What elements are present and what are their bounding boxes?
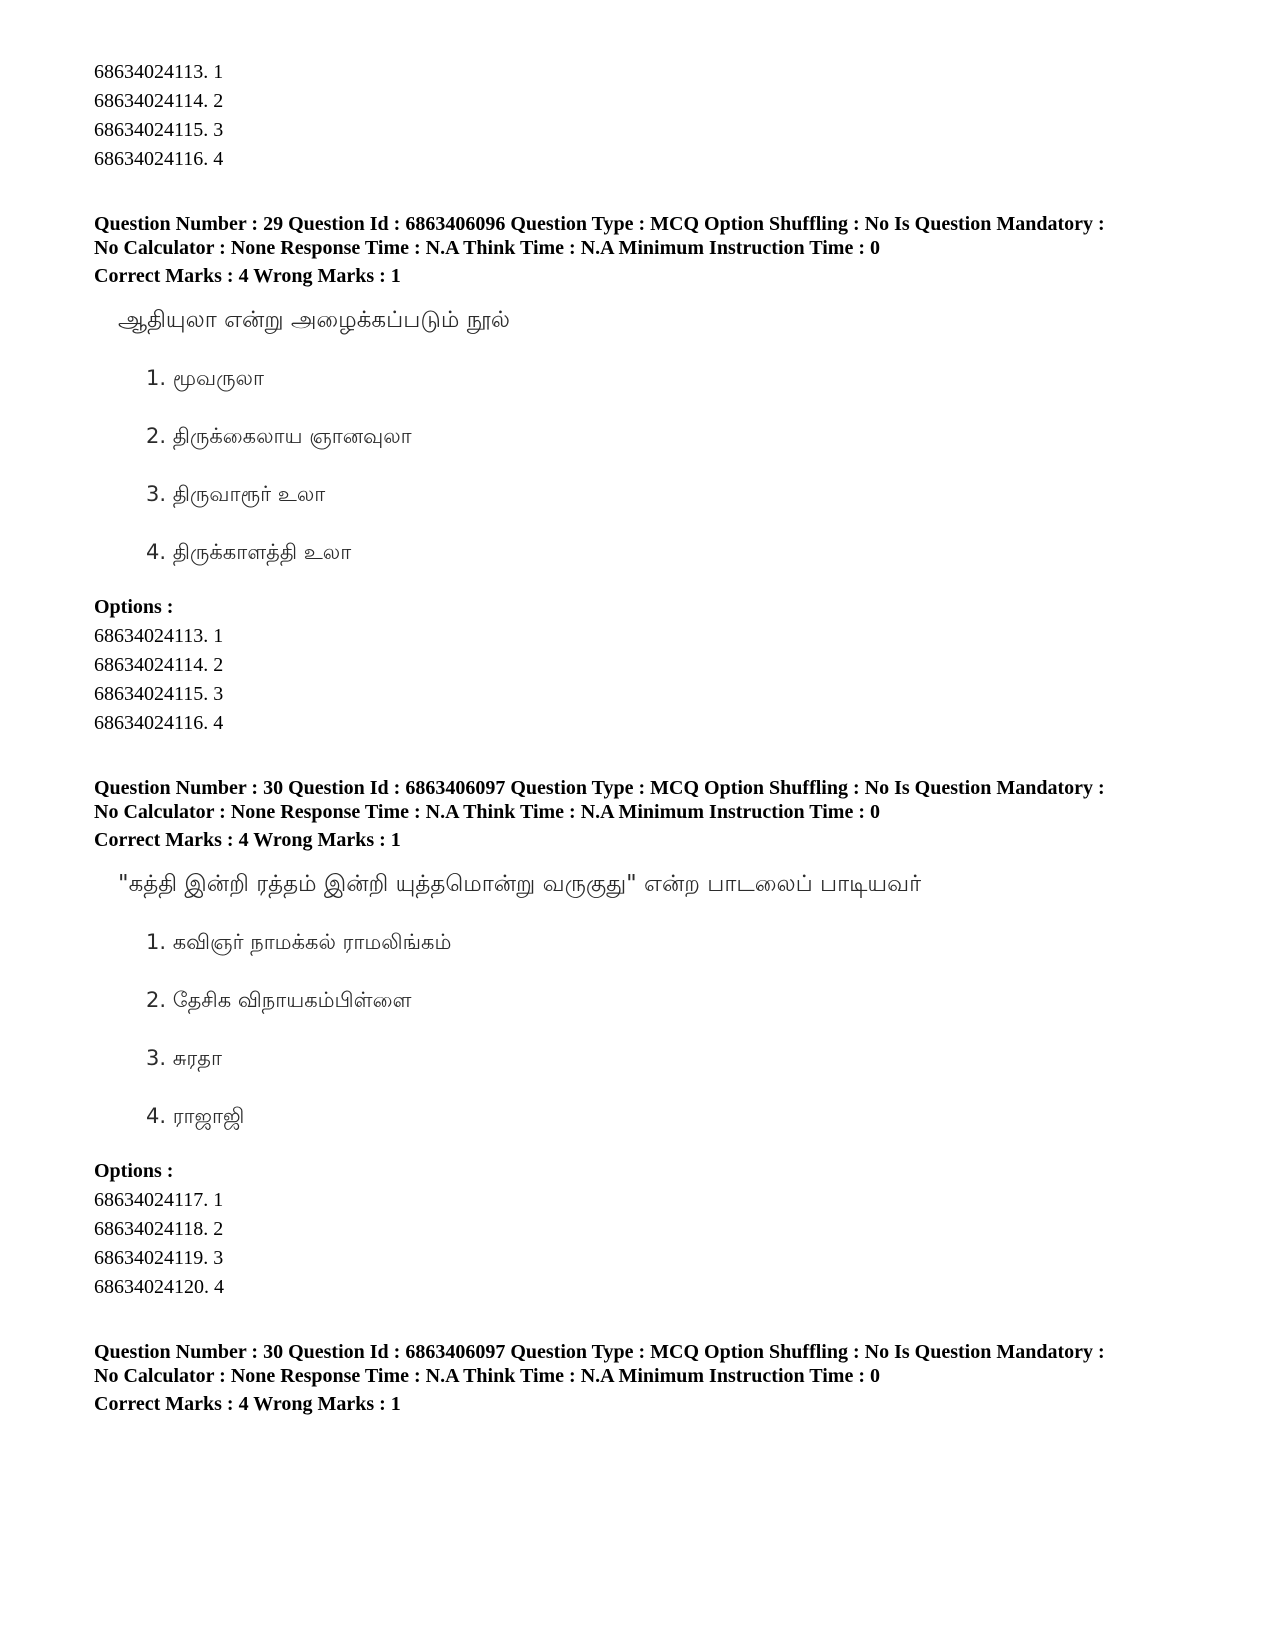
choice-2: 2. திருக்கைலாய ஞானவுலா bbox=[146, 424, 412, 448]
question-header-line-2: No Calculator : None Response Time : N.A Think Time : N.A Minimum Instruction Time : 0 bbox=[94, 237, 880, 259]
question-header bbox=[94, 1340, 1194, 1419]
options-list bbox=[94, 1186, 1194, 1302]
question-header-line-1: Question Number : 29 Question Id : 6863406096 Question Type : MCQ Option Shuffling : No Is Question Mandatory : bbox=[94, 213, 1105, 235]
choice-2: 2. தேசிக விநாயகம்பிள்ளை bbox=[146, 988, 412, 1012]
document-page bbox=[94, 58, 1194, 1419]
question-text: ஆதியுலா என்று அழைக்கப்படும் நூல் bbox=[118, 307, 510, 333]
option-line: 68634024113. 1 bbox=[94, 625, 224, 647]
question-marks: Correct Marks : 4 Wrong Marks : 1 bbox=[94, 1393, 401, 1415]
choice-3: 3. சுரதா bbox=[146, 1046, 222, 1070]
option-line: 68634024113. 1 bbox=[94, 61, 224, 83]
choice-1: 1. கவிஞர் நாமக்கல் ராமலிங்கம் bbox=[146, 930, 452, 954]
option-line: 68634024116. 4 bbox=[94, 712, 224, 734]
question-header-line-2: No Calculator : None Response Time : N.A Think Time : N.A Minimum Instruction Time : 0 bbox=[94, 801, 880, 823]
next-question-block bbox=[94, 1340, 1194, 1419]
option-line: 68634024114. 2 bbox=[94, 90, 224, 112]
question-body bbox=[94, 305, 1194, 567]
option-line: 68634024120. 4 bbox=[94, 1276, 224, 1298]
options-label: Options : bbox=[94, 596, 174, 618]
options-label: Options : bbox=[94, 1160, 174, 1182]
question-text: "கத்தி இன்றி ரத்தம் இன்றி யுத்தமொன்று வருகுது" என்ற பாடலைப் பாடியவர் bbox=[118, 871, 922, 897]
option-line: 68634024118. 2 bbox=[94, 1218, 224, 1240]
option-line: 68634024117. 1 bbox=[94, 1189, 224, 1211]
option-line: 68634024114. 2 bbox=[94, 654, 224, 676]
question-marks: Correct Marks : 4 Wrong Marks : 1 bbox=[94, 265, 401, 287]
question-29-block bbox=[94, 212, 1194, 738]
option-line: 68634024116. 4 bbox=[94, 148, 224, 170]
option-line: 68634024115. 3 bbox=[94, 683, 224, 705]
question-marks: Correct Marks : 4 Wrong Marks : 1 bbox=[94, 829, 401, 851]
question-body bbox=[94, 869, 1194, 1131]
options-list bbox=[94, 622, 1194, 738]
choice-1: 1. மூவருலா bbox=[146, 366, 264, 390]
option-line: 68634024115. 3 bbox=[94, 119, 224, 141]
question-header-line-2: No Calculator : None Response Time : N.A Think Time : N.A Minimum Instruction Time : 0 bbox=[94, 1365, 880, 1387]
previous-question-options bbox=[94, 58, 1194, 174]
question-header bbox=[94, 776, 1194, 855]
choice-4: 4. திருக்காளத்தி உலா bbox=[146, 540, 352, 564]
question-header-line-1: Question Number : 30 Question Id : 6863406097 Question Type : MCQ Option Shuffling : No Is Question Mandatory : bbox=[94, 777, 1105, 799]
choice-4: 4. ராஜாஜி bbox=[146, 1104, 245, 1128]
question-header-line-1: Question Number : 30 Question Id : 6863406097 Question Type : MCQ Option Shuffling : No Is Question Mandatory : bbox=[94, 1341, 1105, 1363]
question-header bbox=[94, 212, 1194, 291]
choice-3: 3. திருவாரூர் உலா bbox=[146, 482, 326, 506]
option-line: 68634024119. 3 bbox=[94, 1247, 224, 1269]
question-30-block bbox=[94, 776, 1194, 1302]
